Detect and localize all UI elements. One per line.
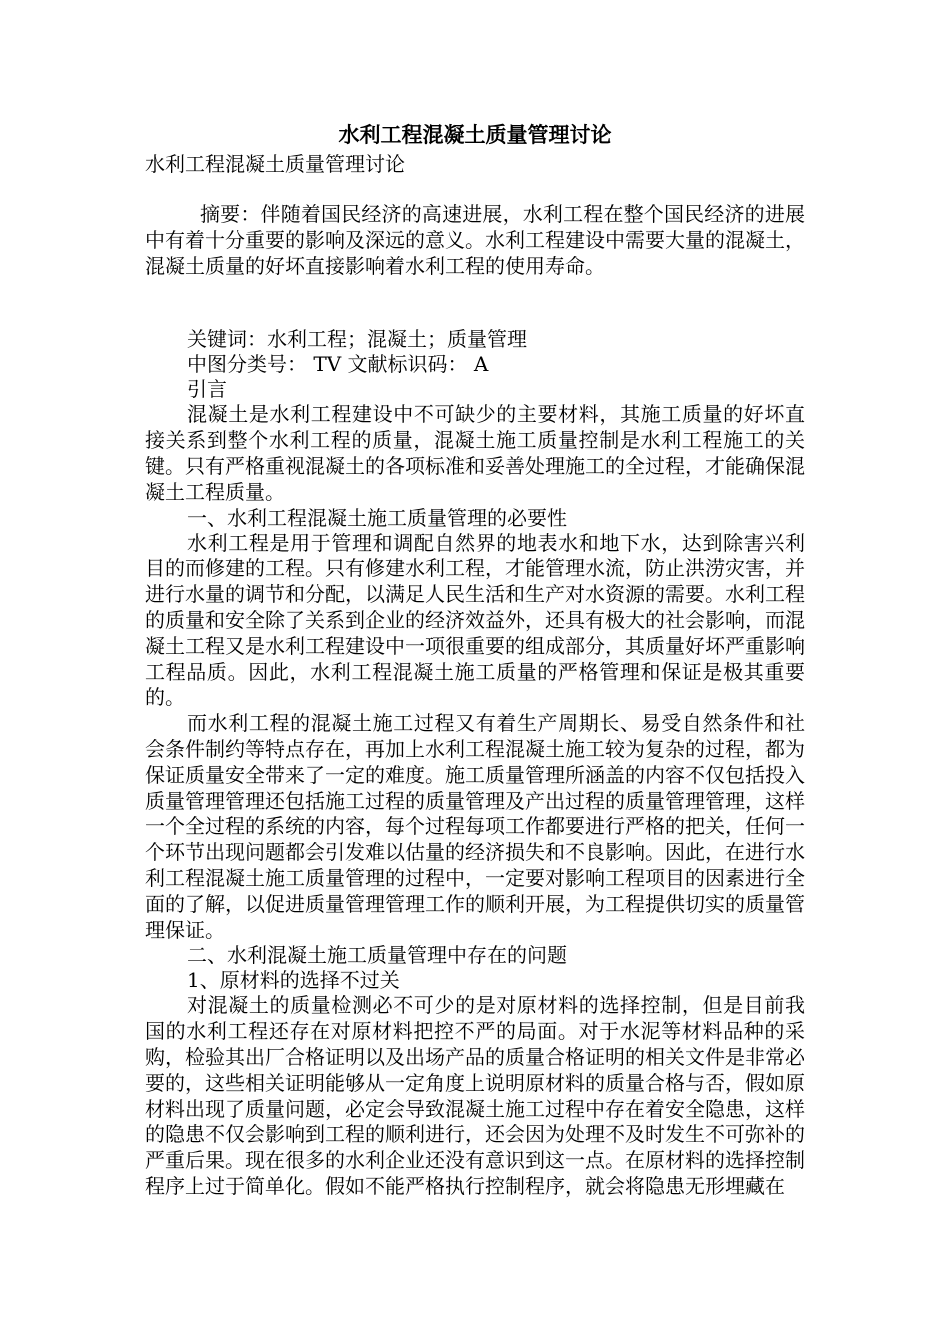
spacer xyxy=(145,279,805,327)
classification-line: 中图分类号： TV 文献标识码： A xyxy=(187,352,489,377)
intro-paragraph: 混凝土是水利工程建设中不可缺少的主要材料，其施工质量的好坏直接关系到整个水利工程的质量，混凝土施工质量控制是水利工程施工的关键。只有严格重视混凝土的各项标准和妥善处理施工的全过程，才能确保混凝土工程质量。 xyxy=(145,402,805,504)
section-1-paragraph-2: 而水利工程的混凝土施工过程又有着生产周期长、易受自然条件和社会条件制约等特点存在，再加上水利工程混凝土施工较为复杂的过程，都为保证质量安全带来了一定的难度。施工质量管理所涵盖的内容不仅包括投入质量管理管理还包括施工过程的质量管理及产出过程的质量管理管理，这样一个全过程的系统的内容，每个过程每项工作都要进行严格的把关，任何一个环节出现问题都会引发难以估量的经济损失和不良影响。因此，在进行水利工程混凝土施工质量管理的过程中，一定要对影响工程项目的因素进行全面的了解，以促进质量管理管理工作的顺利开展，为工程提供切实的质量管理保证。 xyxy=(145,711,805,942)
document-page xyxy=(145,118,805,1200)
spacer xyxy=(145,177,805,202)
section-2-heading: 二、水利混凝土施工质量管理中存在的问题 xyxy=(187,943,567,968)
section-1-paragraph-1: 水利工程是用于管理和调配自然界的地表水和地下水，达到除害兴利目的而修建的工程。只有修建水利工程，才能管理水流，防止洪涝灾害，并进行水量的调节和分配，以满足人民生活和生产对水资源的需要。水利工程的质量和安全除了关系到企业的经济效益外，还具有极大的社会影响，而混凝土工程又是水利工程建设中一项很重要的组成部分，其质量好坏严重影响工程品质。因此，水利工程混凝土施工质量的严格管理和保证是极其重要的。 xyxy=(145,530,805,710)
document-subtitle: 水利工程混凝土质量管理讨论 xyxy=(145,152,405,176)
intro-heading: 引言 xyxy=(187,377,227,402)
keywords-line: 关键词：水利工程；混凝土；质量管理 xyxy=(187,327,527,352)
section-2-paragraph-1: 对混凝土的质量检测必不可少的是对原材料的选择控制，但是目前我国的水利工程还存在对原材料把控不严的局面。对于水泥等材料品种的采购，检验其出厂合格证明以及出场产品的质量合格证明的相关文件是非常必要的，这些相关证明能够从一定角度上说明原材料的质量合格与否，假如原材料出现了质量问题，必定会导致混凝土施工过程中存在着安全隐患，这样的隐患不仅会影响到工程的顺利进行，还会因为处理不及时发生不可弥补的严重后果。现在很多的水利企业还没有意识到这一点。在原材料的选择控制程序上过于简单化。假如不能严格执行控制程序，就会将隐患无形埋藏在 xyxy=(145,993,805,1198)
section-2-subheading-1: 1、原材料的选择不过关 xyxy=(187,968,400,993)
abstract-paragraph: 摘要：伴随着国民经济的高速进展，水利工程在整个国民经济的进展中有着十分重要的影响及深远的意义。水利工程建设中需要大量的混凝土，混凝土质量的好坏直接影响着水利工程的使用寿命。 xyxy=(145,202,805,278)
section-1-heading: 一、水利工程混凝土施工质量管理的必要性 xyxy=(187,505,567,530)
document-title: 水利工程混凝土质量管理讨论 xyxy=(338,122,612,147)
